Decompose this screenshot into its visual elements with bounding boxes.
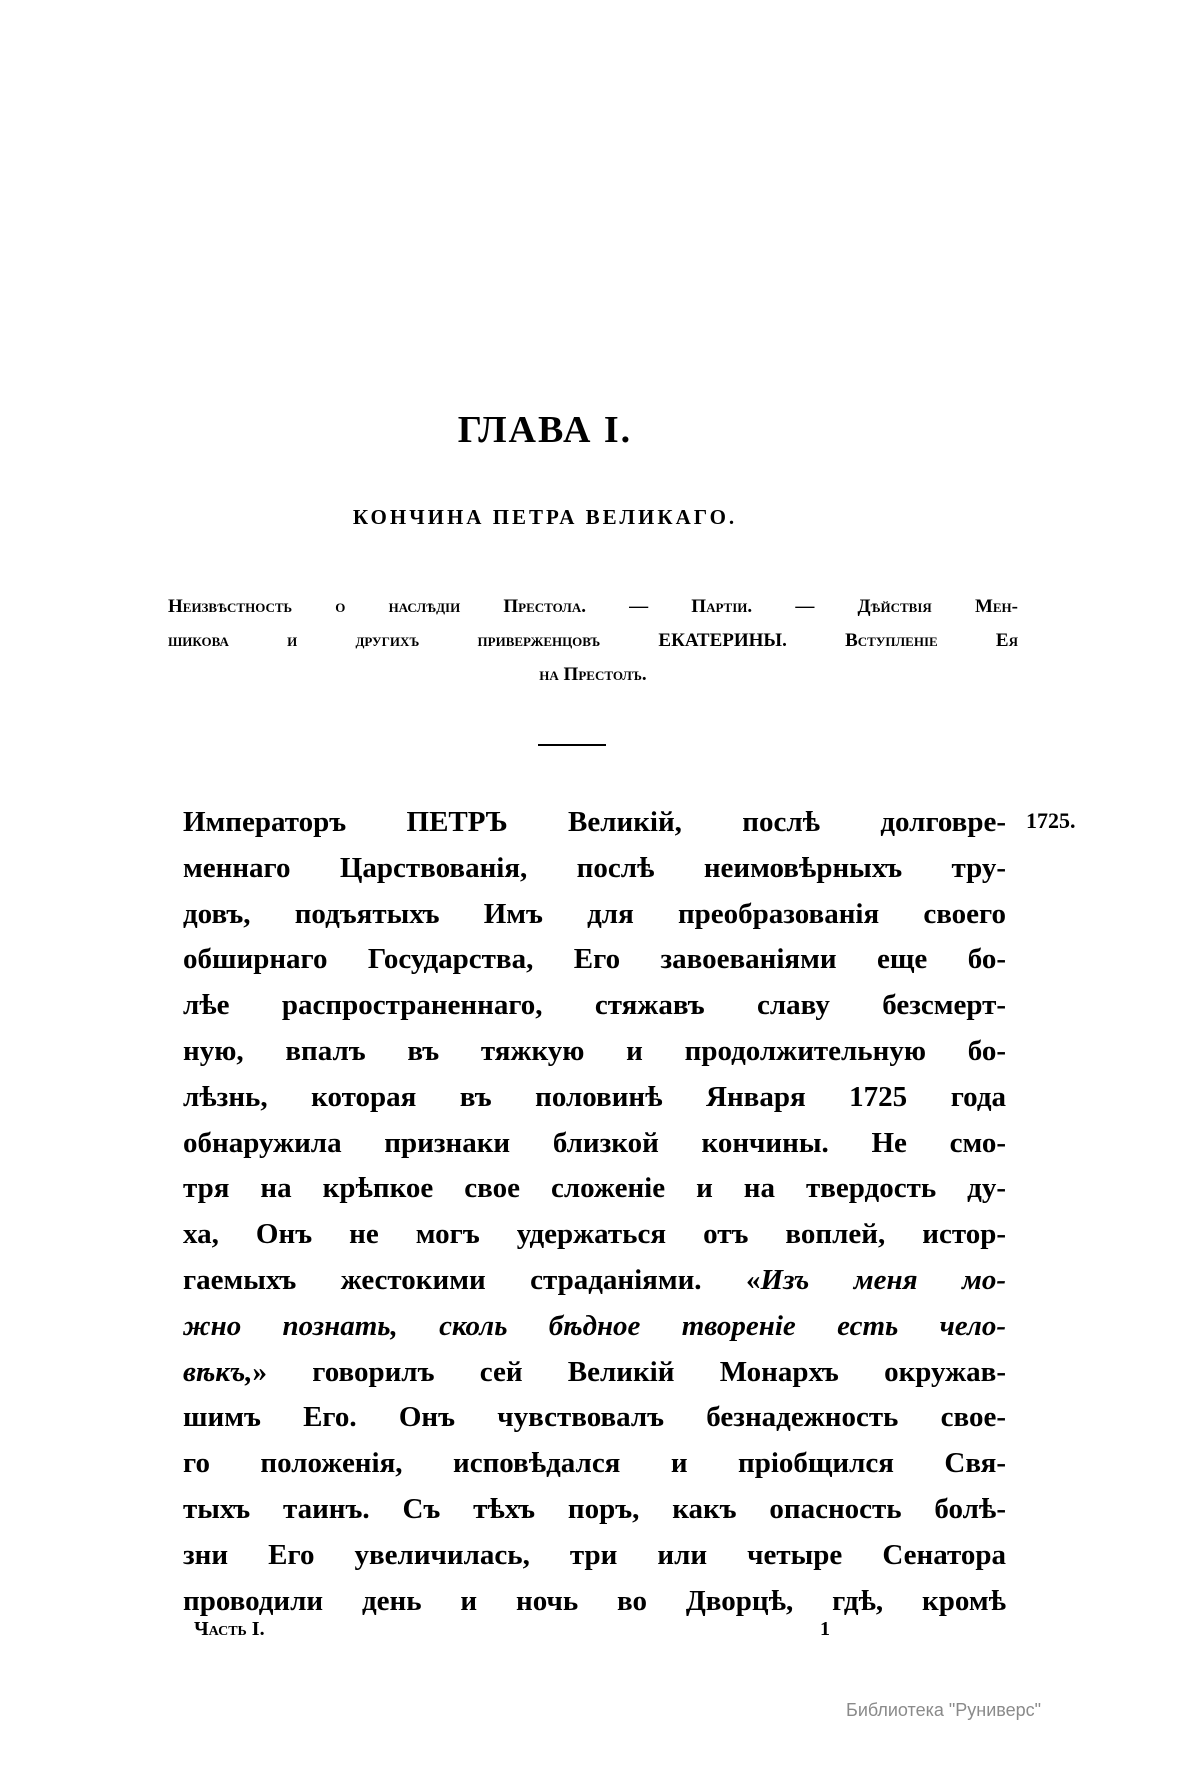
library-watermark: Библиотека "Руниверс" xyxy=(846,1700,1042,1720)
text-segment: обнаружила признаки близкой кончины. Не смо- xyxy=(183,1126,1006,1159)
chapter-summary xyxy=(168,590,1018,692)
summary-line: на Престолъ. xyxy=(539,664,647,685)
body-line xyxy=(183,1212,1006,1258)
body-line xyxy=(183,1121,1006,1167)
text-segment: ха, Онъ не могъ удержаться отъ воплей, истор- xyxy=(183,1218,1006,1251)
margin-year-note: 1725. xyxy=(1026,808,1076,833)
text-segment: лѣзнь, которая въ половинѣ Января 1725 года xyxy=(183,1080,1006,1113)
body-line xyxy=(183,1441,1006,1487)
chapter-subtitle: КОНЧИНА ПЕТРА ВЕЛИКАГО. xyxy=(352,505,738,529)
summary-line: Неизвѣстность о наслѣдіи Престола. — Партіи. — Дѣйствія Мен- xyxy=(168,596,1018,617)
footer-part-label: Часть I. xyxy=(194,1618,265,1640)
italic-quote-segment: Изъ меня мо- xyxy=(760,1263,1006,1296)
text-segment: зни Его увеличилась, три или четыре Сенатора xyxy=(183,1538,1006,1571)
body-line xyxy=(183,1304,1006,1350)
footer-signature-mark: 1 xyxy=(820,1618,830,1640)
body-line xyxy=(183,937,1006,983)
body-line xyxy=(183,1533,1006,1579)
text-segment: ную, впалъ въ тяжкую и продолжительную бо- xyxy=(183,1034,1006,1067)
text-segment: гаемыхъ жестокими страданіями. « xyxy=(183,1263,761,1296)
text-segment: тря на крѣпкое свое сложеніе и на твердость ду- xyxy=(183,1172,1006,1205)
body-line xyxy=(183,1075,1006,1121)
chapter-title: ГЛАВА I. xyxy=(457,409,633,451)
text-segment: обширнаго Государства, Его завоеваніями еще бо- xyxy=(183,943,1006,976)
text-segment: лѣе распространеннаго, стяжавъ славу безсмерт- xyxy=(183,989,1006,1022)
body-line xyxy=(183,983,1006,1029)
body-line xyxy=(183,846,1006,892)
text-segment: шимъ Его. Онъ чувствовалъ безнадежность свое- xyxy=(183,1401,1006,1434)
text-segment: меннаго Царствованія, послѣ неимовѣрныхъ тру- xyxy=(183,851,1006,884)
body-line xyxy=(183,892,1006,938)
text-segment: тыхъ таинъ. Съ тѣхъ поръ, какъ опасность болѣ- xyxy=(183,1492,1006,1525)
text-segment: Императоръ ПЕТРЪ Великій, послѣ долговре- xyxy=(183,806,1006,838)
text-segment: » говорилъ сей Великій Монархъ окружав- xyxy=(252,1355,1006,1388)
body-line xyxy=(183,1350,1006,1396)
body-line xyxy=(183,1579,1006,1625)
body-line xyxy=(183,1395,1006,1441)
text-segment: довъ, подъятыхъ Имъ для преобразованія своего xyxy=(183,897,1006,930)
body-text xyxy=(183,800,1006,1624)
body-line xyxy=(183,1487,1006,1533)
body-line xyxy=(183,1029,1006,1075)
text-segment: проводили день и ночь во Дворцѣ, гдѣ, кромѣ xyxy=(183,1584,1006,1617)
italic-quote-segment: жно познать, сколь бѣдное твореніе есть чело- xyxy=(183,1309,1006,1342)
italic-quote-segment: вѣкъ, xyxy=(183,1355,253,1388)
text-segment: го положенія, исповѣдался и пріобщился Свя- xyxy=(183,1447,1006,1480)
section-divider xyxy=(538,744,606,746)
body-line xyxy=(183,800,1006,846)
summary-line: шикова и другихъ приверженцовъ ЕКАТЕРИНЫ. Вступленіе Ея xyxy=(168,630,1018,651)
body-line xyxy=(183,1166,1006,1212)
body-line xyxy=(183,1258,1006,1304)
